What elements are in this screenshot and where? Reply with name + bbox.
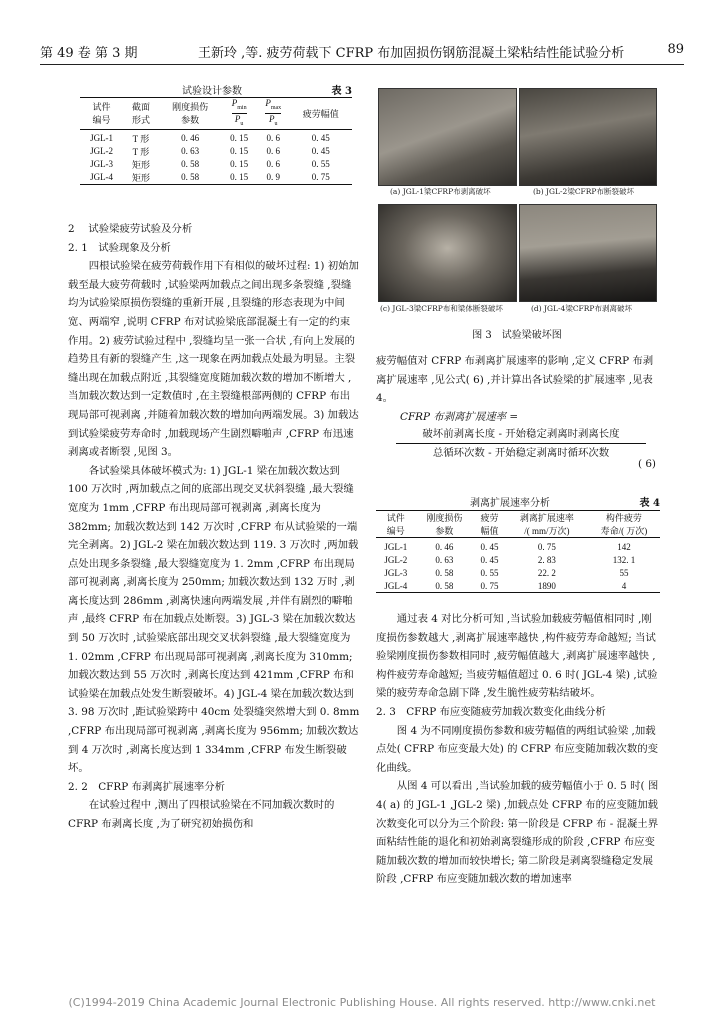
figure3c-photo xyxy=(378,204,517,302)
table-cell: 0. 15 xyxy=(230,159,249,170)
table3-name: 试验设计参数 xyxy=(182,86,242,97)
table-cell: 0. 15 xyxy=(230,133,249,144)
table-row xyxy=(376,579,660,593)
table-row xyxy=(80,129,352,145)
table-cell: JGL-3 xyxy=(384,567,408,578)
table-cell: 0. 15 xyxy=(230,146,249,157)
table-cell: 2. 83 xyxy=(537,554,556,565)
table4-col-rate: 剥离扩展速率 /( mm/万次) xyxy=(506,511,588,538)
table-cell: 142 xyxy=(617,541,631,552)
table-cell: 0. 58 xyxy=(435,567,454,578)
copyright-footer: (C)1994-2019 China Academic Journal Electronic Publishing House. All rights reserved. http://www.cnki.net xyxy=(68,996,656,1009)
table-cell: T 形 xyxy=(132,146,150,157)
table-cell: JGL-4 xyxy=(376,579,416,593)
table-cell: 0. 75 xyxy=(289,171,352,185)
table-row xyxy=(80,145,352,158)
table4-col-life: 构件疲劳 寿命/( 万次) xyxy=(588,511,660,538)
table3-col-pmax: $\frac{P_{max}}{P_u}$ xyxy=(257,98,289,130)
table-cell: 0. 55 xyxy=(311,159,330,170)
table-cell: JGL-1 xyxy=(90,133,114,144)
table-row xyxy=(80,158,352,171)
table-cell: 矩形 xyxy=(123,171,159,185)
table3-col-damage: 刚度损伤 参数 xyxy=(159,98,221,130)
table3-col-id: 试件 编号 xyxy=(80,98,123,130)
journal-volume: 第 49 卷 第 3 期 xyxy=(40,46,138,61)
table4-col-id: 试件 编号 xyxy=(376,511,416,538)
table-cell: JGL-3 xyxy=(90,159,114,170)
right-column-bottom xyxy=(376,610,660,889)
figure3d-photo xyxy=(519,204,657,302)
table-cell: 0. 45 xyxy=(311,133,330,144)
table4-name: 剥离扩展速率分析 xyxy=(470,498,550,509)
figure3a-caption: (a) JGL-1梁CFRP布剥离破坏 xyxy=(390,187,491,196)
table-row xyxy=(376,566,660,579)
table4-number: 表 4 xyxy=(639,498,660,509)
left-column xyxy=(68,220,360,834)
table-cell: 4 xyxy=(588,579,660,593)
table-cell: T 形 xyxy=(132,133,150,144)
paragraph-failure-modes: 各试验梁具体破坏模式为: 1) JGL-1 梁在加载次数达到 100 万次时 ,两加载点之间的底部出现交叉状斜裂缝 ,最大裂缝宽度为 1mm ,CFRP 布出现局部可视剥离 ,剥离长度为 382mm; 加载次数达到 142 万次时 ,CFRP 布从试验梁的一端完全剥离。2) JGL-2 梁在加载次数达到 119. 3 万次时 ,两加载点处出现多条裂缝 ,最大裂缝宽度为 1. 2mm ,CFRP 布出现局部可视剥离 ,剥离长度为 250mm; 加载次数达到 132 万时 ,剥离长度达到 286mm ,剥离快速向两端发展 ,并伴有剧烈的噼啪声 ,最终 CFRP 布在加载点处断裂。3) JGL-3 梁在加载次数达到 50 万次时 ,试验梁底部出现交叉状斜裂缝 ,最大裂缝宽度为 1. 02mm ,CFRP 布出现局部可视剥离 ,剥离长度为 310mm; 加载次数达到 55 万次时 ,剥离长度达到 421mm ,CFRP 布和试验梁在加载点处发生断裂破坏。4) JGL-4 梁在加载次数达到 3. 98 万次时 ,距试验梁跨中 40cm 处裂缝突然增大到 0. 8mm ,CFRP 布出现局部可视剥离 ,剥离长度为 956mm; 加载次数达到 4 万次时 ,剥离长度达到 1 334mm ,CFRP 布发生断裂破坏。 xyxy=(68,464,360,775)
page-number: 89 xyxy=(667,42,684,57)
figure3-title: 图 3 试验梁破坏图 xyxy=(472,330,562,341)
paragraph-table4-analysis: 通过表 4 对比分析可知 ,当试验加载疲劳幅值相同时 ,刚度损伤参数越大 ,剥离扩展速率越快 ,构件疲劳寿命越短; 当试验梁刚度损伤参数相同时 ,疲劳幅值越大 ,剥离扩展速率越快 ,构件疲劳寿命越短; 当疲劳幅值超过 0. 6 时( JGL-4 梁) ,试验梁的疲劳寿命急剧下降 ,发生脆性疲劳粘结破坏。 xyxy=(376,613,658,700)
table-cell: JGL-4 xyxy=(80,171,123,185)
table3-number: 表 3 xyxy=(331,86,352,97)
table-cell: 0. 15 xyxy=(221,171,257,185)
table-cell: 0. 6 xyxy=(266,146,280,157)
table3-header-row xyxy=(80,98,352,130)
table-cell: 1890 xyxy=(506,579,588,593)
table-cell: 0. 58 xyxy=(416,579,473,593)
figure3 xyxy=(378,88,656,340)
formula-number: ( 6) xyxy=(637,458,656,470)
table-cell: 0. 45 xyxy=(480,554,499,565)
right-column-top xyxy=(376,352,660,408)
table4-col-damage: 刚度损伤 参数 xyxy=(416,511,473,538)
table-cell: 0. 63 xyxy=(181,146,200,157)
paragraph-fig4-analysis: 从图 4 可以看出 ,当试验加载的疲劳幅值小于 0. 5 时( 图 4( a) 的 JGL-1 ,JGL-2 梁) ,加载点处 CFRP 布的应变随加载次数变化可以分为三个阶段: 第一阶段是 CFRP 布 - 混凝土界面粘结性能的退化和初始剥离裂缝形成的阶段 ,CFRP 布应变随加载次数的增加而较快增长; 第二阶段是剥离裂缝稳定发展阶段 ,CFRP 布应变随加载次数的增加速率 xyxy=(376,780,659,886)
formula-lhs: CFRP 布剥离扩展速率 = xyxy=(400,411,519,423)
section-2-heading: 2 试验梁疲劳试验及分析 xyxy=(68,223,193,235)
paragraph-debond-definition: 疲劳幅值对 CFRP 布剥离扩展速率的影响 ,定义 CFRP 布剥离扩展速率 ,见公式( 6) ,并计算出各试验梁的扩展速率 ,见表 4。 xyxy=(376,355,654,405)
table-row xyxy=(376,538,660,554)
section-2-3-heading: 2. 3 CFRP 布应变随疲劳加载次数变化曲线分析 xyxy=(376,705,606,718)
table-cell: 0. 9 xyxy=(257,171,289,185)
table-cell: 55 xyxy=(619,567,629,578)
section-2-1-heading: 2. 1 试验现象及分析 xyxy=(68,241,171,254)
table-cell: 0. 45 xyxy=(480,541,499,552)
table4 xyxy=(376,510,660,593)
table-cell: JGL-1 xyxy=(384,541,408,552)
section-2-2-heading: 2. 2 CFRP 布剥离扩展速率分析 xyxy=(68,780,226,793)
paragraph-fig4-intro: 图 4 为不同刚度损伤参数和疲劳幅值的两组试验梁 ,加载点处( CFRP 布应变最大处) 的 CFRP 布应变随加载次数的变化曲线。 xyxy=(376,724,658,774)
table3-col-amplitude: 疲劳幅值 xyxy=(289,98,352,130)
table-cell: 0. 75 xyxy=(473,579,506,593)
table-cell: 0. 46 xyxy=(435,541,454,552)
table3-col-section: 截面 形式 xyxy=(123,98,159,130)
figure3a-photo xyxy=(378,88,517,186)
figure3c-caption: (c) JGL-3梁CFRP布和梁体断裂破坏 xyxy=(380,304,503,313)
formula-denominator: 总循环次数 - 开始稳定剥离时循环次数 xyxy=(432,447,610,459)
table-cell: 0. 45 xyxy=(311,146,330,157)
figure3d-caption: (d) JGL-4梁CFRP布剥离破坏 xyxy=(531,304,632,313)
figure3b-photo xyxy=(519,88,657,186)
figure3b-caption: (b) JGL-2梁CFRP布断裂破坏 xyxy=(533,187,634,196)
table-cell: 0. 58 xyxy=(181,159,200,170)
table-cell: 22. 2 xyxy=(537,567,556,578)
table-row xyxy=(80,171,352,185)
table-cell: 0. 58 xyxy=(159,171,221,185)
paragraph-failure-process: 四根试验梁在疲劳荷载作用下有相似的破坏过程: 1) 初始加载至最大疲劳荷载时 ,试验梁两加载点之间出现多条裂缝 ,裂缝均为试验梁原损伤裂缝的重新开展 ,且裂缝的形态表现为中间宽、两端窄 ,说明 CFRP 布对试验梁底部混凝土有一定的约束作用。2) 疲劳试验过程中 ,裂缝均呈一张一合状 ,有向上发展的趋势且有新的裂缝产生 ,这一现象在两加载点处最为明显。主裂缝出现在加载点附近 ,其裂缝宽度随加载次数的增加不断增大 ,当加载次数达到一定数值时 ,在主裂缝根部两侧的 CFRP 布出现局部可视剥离 ,并随着加载次数的增加向两端发展。3) 加载达到试验梁疲劳寿命时 ,加载现场产生剧烈噼啪声 ,CFRP 布迅速剥离或者断裂 ,见图 3。 xyxy=(68,260,359,459)
table-cell: 0. 75 xyxy=(537,541,556,552)
table-row xyxy=(376,553,660,566)
header-rule xyxy=(40,64,684,65)
table-cell: 0. 46 xyxy=(181,133,200,144)
table-cell: JGL-2 xyxy=(90,146,114,157)
table-cell: 0. 63 xyxy=(435,554,454,565)
paragraph-debond-intro: 在试验过程中 ,测出了四根试验梁在不同加载次数时的 CFRP 布剥离长度 ,为了研究初始损伤和 xyxy=(68,799,335,830)
table-cell: 矩形 xyxy=(131,159,150,170)
table-cell: 132. 1 xyxy=(612,554,636,565)
formula-numerator: 破坏前剥离长度 - 开始稳定剥离时剥离长度 xyxy=(396,426,646,444)
table4-header-row xyxy=(376,511,660,538)
table-cell: JGL-2 xyxy=(384,554,408,565)
formula-6 xyxy=(376,408,660,470)
table3 xyxy=(80,97,352,185)
table4-col-amplitude: 疲劳 幅值 xyxy=(473,511,506,538)
article-running-title: 王新玲 ,等. 疲劳荷载下 CFRP 布加固损伤钢筋混凝土梁粘结性能试验分析 xyxy=(198,46,625,61)
table-cell: 0. 55 xyxy=(480,567,499,578)
table-cell: 0. 6 xyxy=(266,133,280,144)
table-cell: 0. 6 xyxy=(266,159,280,170)
table3-col-pmin: $\frac{P_{min}}{P_u}$ xyxy=(221,98,257,130)
